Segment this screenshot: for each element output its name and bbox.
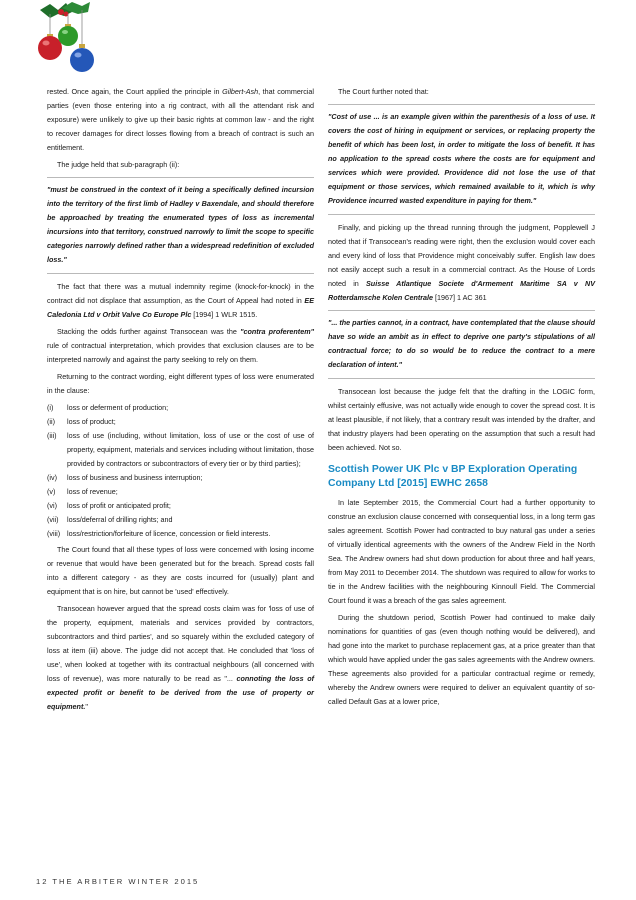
green-bauble-icon xyxy=(58,26,78,46)
list-item: (v) loss of revenue; xyxy=(47,487,118,496)
paragraph: The Court further noted that: xyxy=(338,87,429,96)
blockquote xyxy=(328,104,595,215)
paragraph: Returning to the contract wording, eight different types of loss were enumerated in the clause: xyxy=(47,372,314,395)
blue-bauble-icon xyxy=(70,48,94,72)
paragraph: The Court found that all these types of loss were concerned with losing income or revenue that would have been generated but for the breach. Spread costs fall into a different category - as they are costs incurred for (usually) plant and equipment that is on hire, but cannot be 'used' effectively. xyxy=(47,545,314,596)
list-item: (iv) loss of business and business interruption; xyxy=(47,473,203,482)
paragraph: rested. Once again, the Court applied the principle in Gilbert-Ash, that commercial parties (even those entering into a rig contract, with all the attendant risk and exposure) were unlikely to give up their basic rights at common law - and the right to recover damages for direct losses flowing from a breach of contract is such an entitlement. xyxy=(47,87,314,152)
paragraph: Finally, and picking up the thread running through the judgment, Popplewell J noted that if Transocean's reading were right, then the exclusion would cover each and every kind of loss that Providence might conceivably suffer. English law does not easily accept such a result in a commercial contract. As the House of Lords noted in Suisse Atlantique Societe d'Armement Maritime SA v NV Rotterdamsche Kolen Centrale [1967] 1 AC 361 xyxy=(328,223,596,302)
blockquote xyxy=(47,177,314,274)
paragraph: The judge held that sub-paragraph (ii): xyxy=(57,160,180,169)
paragraph: Stacking the odds further against Transocean was the "contra proferentem" rule of contractual interpretation, which provides that exclusion clauses are to be interpreted narrowly and against the party seeking to rely on them. xyxy=(47,327,315,364)
left-column xyxy=(47,85,314,717)
section-heading: Scottish Power UK Plc v BP Exploration Operating Company Ltd [2015] EWHC 2658 xyxy=(328,464,578,489)
list-item: (vi) loss of profit or anticipated profit; xyxy=(47,501,171,510)
loss-types-list xyxy=(47,401,314,541)
list-item: (vii) loss/deferral of drilling rights; and xyxy=(47,515,173,524)
page-footer: 12 THE ARBITER WINTER 2015 xyxy=(36,877,200,886)
paragraph: In late September 2015, the Commercial Court had a further opportunity to construe an exclusion clause concerned with consequential loss, in a long term gas sales agreement. Scottish Power had contracted to buy natural gas under a series of virtually identical agreements with the owners of the Andrew Field in the North Sea. The Andrew owners had shut down production for about three and half years, from May 2011 to December 2014. The shutdown was required to allow for works to tie in the Andrew facilities with the neighbouring Kinnoull Field. The Commercial Court found it was a breach of the gas sales agreement. xyxy=(328,498,595,605)
quote-text: "must be construed in the context of it being a specifically defined incursion into the territory of the first limb of Hadley v Baxendale, and should therefore be approached by treating the enumerated types of loss as incremental incursions into that territory, construed narrowly to limit the scope to specific categories narrowly defined rather than a widespread redefinition of excluded loss." xyxy=(47,185,314,264)
list-item: (ii) loss of product; xyxy=(47,417,116,426)
right-column xyxy=(328,85,595,712)
quote-text: "... the parties cannot, in a contract, have contemplated that the clause should have so wide an ambit as in effect to deprive one party's stipulations of all contractual force; to do so would be to reduce the contract to a mere declaration of intent." xyxy=(328,318,596,369)
list-item: (iii) loss of use (including, without limitation, loss of use or the cost of use of property, equipment, materials and services including without limitation, those provided by contractors or subcontractors of every tier or by third parties); xyxy=(47,431,314,468)
paragraph: Transocean lost because the judge felt that the drafting in the LOGIC form, whilst certainly effusive, was not actually wide enough to cover the spread cost. It is at least plausible, if not likely, that a contrary result was intended by the drafter, and that industry players had been operating on the assumption that such a result had been achieved. Not so. xyxy=(328,387,595,452)
list-item: (i) loss or deferment of production; xyxy=(47,403,169,412)
list-item: (viii) loss/restriction/forfeiture of licence, concession or field interests. xyxy=(47,529,271,538)
blockquote xyxy=(328,310,595,379)
red-bauble-icon xyxy=(38,36,62,60)
christmas-ornaments-decoration xyxy=(28,0,100,78)
quote-text: "Cost of use ... is an example given within the parenthesis of a loss of use. It covers the cost of hiring in equipment or services, or replacing property the benefit of which has been lost, in order to mitigate the loss of benefit. It has no application to the spread costs where the costs are for equipment and services which were provided. Providence did not lose the use of that equipment or those services, which remained available to it, which is why Providence incurred wasted expenditure in paying for them." xyxy=(328,112,595,205)
paragraph: Transocean however argued that the spread costs claim was for 'loss of use of the property, equipment, materials and services provided by contractors, subcontractors and third parties', and so squarely within the excluded category of loss at item (iii) above. The judge did not accept that. He concluded that 'loss of use', when looked at together with its contractual neighbours (all concerned with loss of revenue), was more naturally to be read as "... connoting the loss of expected profit or benefit to be derived from the use of property or equipment." xyxy=(47,604,314,711)
paragraph: During the shutdown period, Scottish Power had continued to make daily nominations for quantities of gas (even though nothing would be delivered), and had gone into the market to purchase replacement gas, at a price greater than that which would have applied under the gas sales agreements with the Andrew owners. These agreements also provided for a particular contractual regime or remedy, whereby the Andrew owners were required to deliver an equivalent quantity of so-called Default Gas at a lower price, xyxy=(328,613,595,706)
paragraph: The fact that there was a mutual indemnity regime (knock-for-knock) in the contract did not displace that assumption, as the Court of Appeal had noted in EE Caledonia Ltd v Orbit Valve Co Europe Plc [1994] 1 WLR 1515. xyxy=(47,282,314,319)
